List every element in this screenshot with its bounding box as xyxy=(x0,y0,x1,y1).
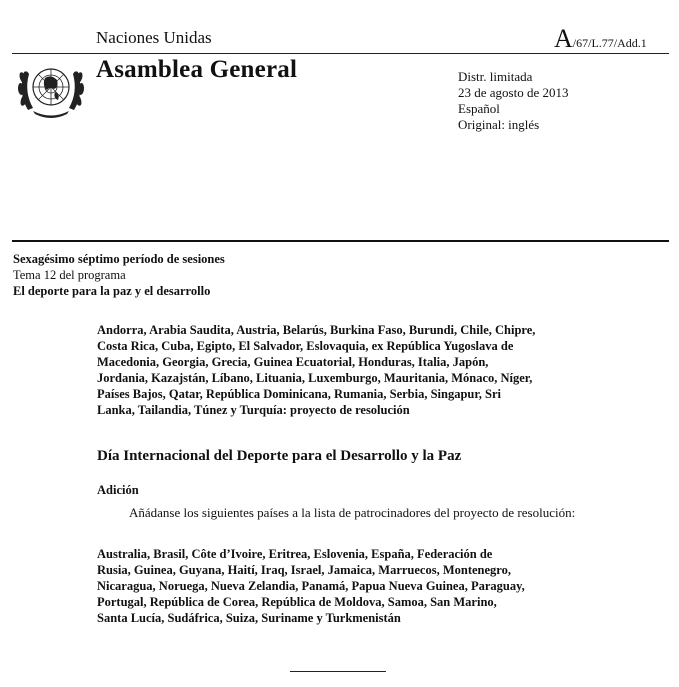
document-symbol xyxy=(554,24,647,54)
agenda-topic: El deporte para la paz y el desarrollo xyxy=(13,284,211,298)
additional-sponsors-list: Australia, Brasil, Côte d’Ivoire, Eritrea, Eslovenia, España, Federación de Rusia, Guinea, Guyana, Haití, Iraq, Israel, Jamaica, Marruecos, Montenegro, Nicaragua, Noruega, Nueva Zelandia, Panamá, Papua Nueva Guinea, Paraguay, Portugal, República de Corea, República de Moldova, Samoa, San Marino, Santa Lucía, Sudáfrica, Suiza, Suriname y Turkmenistán xyxy=(97,547,525,625)
session-block xyxy=(13,251,225,299)
section-rule xyxy=(12,240,669,242)
session-title: Sexagésimo séptimo período de sesiones xyxy=(13,252,225,266)
distribution-block xyxy=(458,69,568,133)
sponsors-paragraph: Andorra, Arabia Saudita, Austria, Belarús, Burkina Faso, Burundi, Chile, Chipre, Costa Rica, Cuba, Egipto, El Salvador, Eslovaquia, ex República Yugoslava de Macedonia, Georgia, Grecia, Guinea Ecuatorial, Honduras, Italia, Japón, Jordania, Kazajstán, Líbano, Lituania, Luxemburgo, Mauritania, Mónaco, Níger, Países Bajos, Qatar, República Dominicana, Rumania, Serbia, Singapur, Sri Lanka, Tailandia, Túnez y Turquía: proyecto de resolución xyxy=(97,323,536,417)
agenda-item: Tema 12 del programa xyxy=(13,268,126,282)
closing-rule xyxy=(290,671,386,672)
addendum-heading: Adición xyxy=(97,483,139,497)
distribution-line: Distr. limitada xyxy=(458,69,533,84)
resolution-title: Día Internacional del Deporte para el Desarrollo y la Paz xyxy=(97,448,462,464)
symbol-prefix: A xyxy=(554,24,573,53)
un-emblem-icon xyxy=(14,56,88,122)
addendum-paragraph: Añádanse los siguientes países a la lista de patrocinadores del proyecto de resolución: xyxy=(129,505,576,520)
symbol-code: /67/L.77/Add.1 xyxy=(572,36,647,50)
language-line: Español xyxy=(458,101,500,116)
organization-name: Naciones Unidas xyxy=(96,28,212,47)
organ-title: Asamblea General xyxy=(96,56,298,83)
original-language-line: Original: inglés xyxy=(458,117,540,132)
header-rule xyxy=(12,53,669,54)
date-line: 23 de agosto de 2013 xyxy=(458,85,569,100)
